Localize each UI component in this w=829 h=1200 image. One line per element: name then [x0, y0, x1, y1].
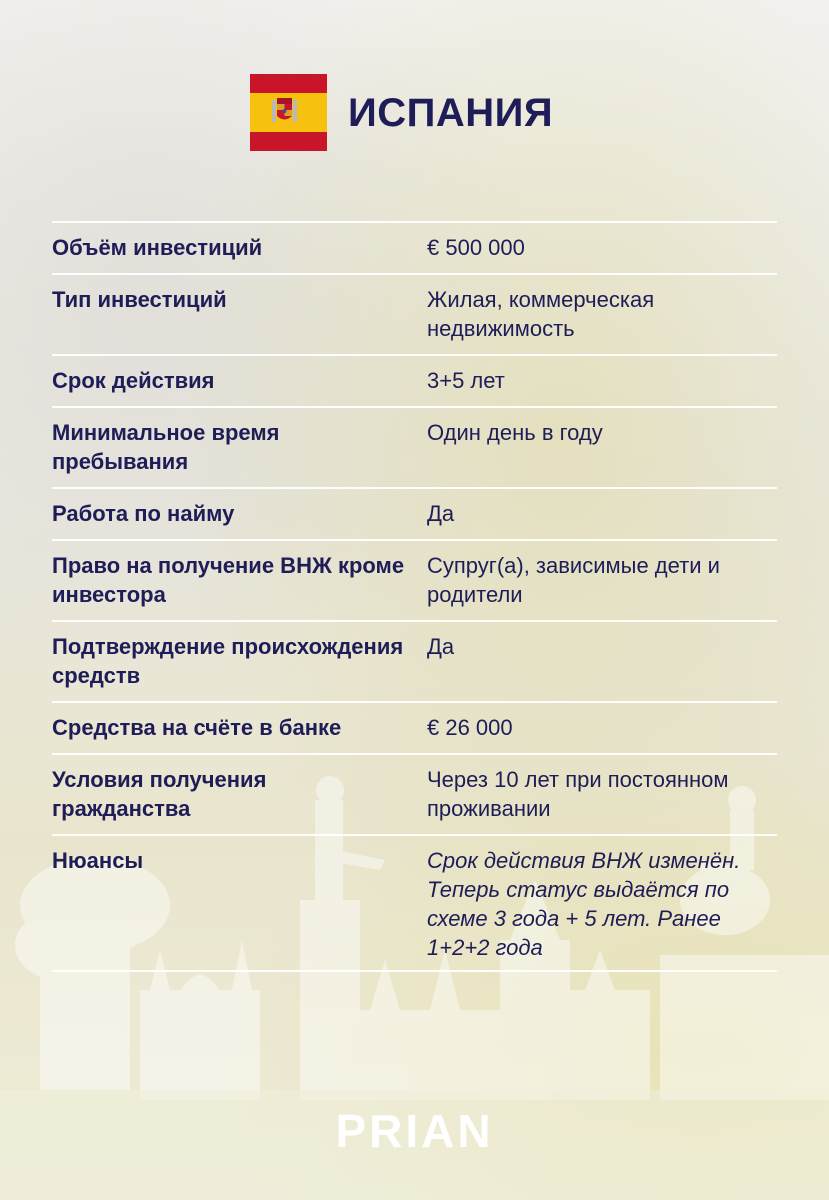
- row-value: Один день в году: [427, 420, 603, 445]
- table-row: [52, 622, 777, 703]
- row-label: Объём инвестиций: [52, 235, 263, 260]
- table-row: [52, 703, 777, 755]
- table-row: [52, 275, 777, 356]
- header: [250, 74, 553, 151]
- row-value: Срок действия ВНЖ изменён. Теперь статус выдаётся по схеме 3 года + 5 лет. Ранее 1+2+2 года: [427, 848, 741, 960]
- row-label: Условия получения гражданства: [52, 767, 267, 821]
- row-value: Да: [427, 634, 455, 659]
- spain-flag-icon: [250, 74, 327, 151]
- row-value: € 500 000: [427, 235, 525, 260]
- table-row: [52, 541, 777, 622]
- row-label: Срок действия: [52, 368, 215, 393]
- table-row: [52, 755, 777, 836]
- table-row: [52, 489, 777, 541]
- table-row: [52, 223, 777, 275]
- table-row: [52, 408, 777, 489]
- row-value: 3+5 лет: [427, 368, 505, 393]
- info-table: [52, 221, 777, 972]
- row-label: Минимальное время пребывания: [52, 420, 280, 474]
- row-label: Подтверждение происхождения средств: [52, 634, 404, 688]
- country-title: ИСПАНИЯ: [348, 90, 554, 135]
- row-label: Нюансы: [52, 848, 144, 873]
- row-value: Через 10 лет при постоянном проживании: [427, 767, 729, 821]
- row-label: Работа по найму: [52, 501, 235, 526]
- row-value: Жилая, коммерческая недвижимость: [427, 287, 655, 341]
- row-value: € 26 000: [427, 715, 513, 740]
- row-label: Право на получение ВНЖ кроме инвестора: [52, 553, 405, 607]
- table-row: [52, 356, 777, 408]
- row-value: Да: [427, 501, 455, 526]
- table-row: [52, 836, 777, 972]
- row-label: Средства на счёте в банке: [52, 715, 342, 740]
- brand-logo: PRIAN: [335, 1105, 494, 1157]
- row-label: Тип инвестиций: [52, 287, 227, 312]
- row-value: Супруг(а), зависимые дети и родители: [427, 553, 720, 607]
